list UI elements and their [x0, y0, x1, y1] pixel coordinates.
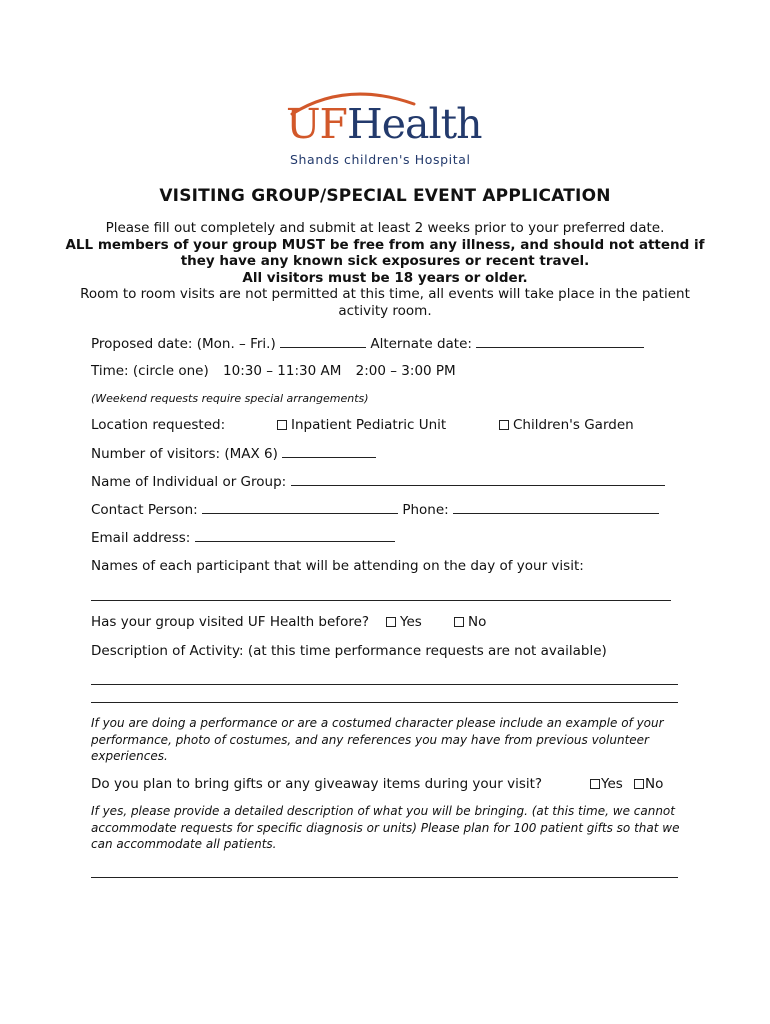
garden-label: Children's Garden — [513, 417, 634, 433]
garden-checkbox[interactable] — [499, 420, 509, 430]
proposed-date-label: Proposed date: — [91, 336, 193, 352]
gifts-label: Do you plan to bring gifts or any giveaway items during your visit? — [91, 776, 543, 792]
visited-no-option[interactable] — [454, 614, 486, 630]
visitors-label: Number of visitors: (MAX 6) — [91, 446, 278, 462]
gifts-note: If yes, please provide a detailed description of what you will be bringing. (at this time, we cannot accommodate requests for specific diagnosis or units) Please plan for 100 patient gifts so that we can accommodate all patients. — [91, 804, 680, 851]
weekend-note: (Weekend requests require special arrangements) — [91, 392, 369, 405]
gifts-yes-option[interactable] — [590, 776, 623, 792]
gifts-yes-checkbox[interactable] — [590, 779, 600, 789]
contact-row — [91, 501, 659, 518]
proposed-date-row — [91, 335, 644, 352]
visitors-row — [91, 445, 376, 462]
intro-block — [60, 220, 710, 319]
visitors-field[interactable] — [282, 445, 376, 458]
logo-wordmark — [286, 100, 481, 148]
description-field-line-2[interactable] — [91, 702, 678, 703]
intro-illness-warning: ALL members of your group MUST be free from any illness, and should not attend if they have any known sick exposures or recent travel. — [65, 236, 705, 269]
gifts-row — [91, 776, 542, 792]
gifts-no-checkbox[interactable] — [634, 779, 644, 789]
description-field-line-1[interactable] — [91, 684, 678, 685]
time-option-morning[interactable]: 10:30 – 11:30 AM — [223, 363, 342, 379]
page-title: VISITING GROUP/SPECIAL EVENT APPLICATION — [159, 186, 611, 206]
intro-instructions: Please fill out completely and submit at least 2 weeks prior to your preferred date. — [105, 220, 665, 236]
group-name-field[interactable] — [291, 473, 665, 486]
description-label: Description of Activity: (at this time performance requests are not available) — [91, 643, 607, 659]
visited-no-checkbox[interactable] — [454, 617, 464, 627]
location-option-garden[interactable] — [499, 417, 634, 433]
email-row — [91, 529, 395, 546]
alternate-date-field[interactable] — [476, 335, 644, 348]
intro-location-note: Room to room visits are not permitted at this time, all events will take place in the patient activity room. — [80, 286, 690, 319]
gifts-yes-label: Yes — [601, 776, 623, 792]
location-label: Location requested: — [91, 417, 226, 433]
time-row — [91, 363, 456, 379]
logo-health: Health — [347, 100, 482, 148]
group-name-label: Name of Individual or Group: — [91, 474, 287, 490]
alternate-date-label: Alternate date: — [370, 336, 472, 352]
inpatient-label: Inpatient Pediatric Unit — [291, 417, 447, 433]
email-label: Email address: — [91, 530, 191, 546]
visited-row — [91, 614, 369, 630]
email-field[interactable] — [195, 529, 395, 542]
contact-label: Contact Person: — [91, 502, 198, 518]
gifts-no-label: No — [645, 776, 664, 792]
participants-field[interactable] — [91, 600, 671, 601]
visited-no-label: No — [468, 614, 487, 630]
phone-label: Phone: — [402, 502, 449, 518]
performance-note: If you are doing a performance or are a costumed character please include an example of your performance, photo of costumes, and any references you may have from previous volunteer experiences. — [91, 716, 664, 763]
logo-subtitle: Shands children's Hospital — [290, 152, 471, 167]
location-row — [91, 417, 225, 433]
proposed-date-range: (Mon. – Fri.) — [196, 336, 276, 352]
logo-uf: UF — [286, 100, 348, 148]
group-name-row — [91, 473, 665, 490]
gifts-description-field[interactable] — [91, 877, 678, 878]
gifts-no-option[interactable] — [634, 776, 663, 792]
visited-yes-label: Yes — [400, 614, 422, 630]
visited-label: Has your group visited UF Health before? — [91, 614, 370, 630]
intro-age-requirement: All visitors must be 18 years or older. — [242, 269, 528, 286]
phone-field[interactable] — [453, 501, 659, 514]
inpatient-checkbox[interactable] — [277, 420, 287, 430]
proposed-date-field[interactable] — [280, 335, 366, 348]
location-option-inpatient[interactable] — [277, 417, 446, 433]
time-option-afternoon[interactable]: 2:00 – 3:00 PM — [355, 363, 456, 379]
participants-label: Names of each participant that will be attending on the day of your visit: — [91, 558, 584, 574]
uf-health-logo — [286, 88, 486, 176]
contact-field[interactable] — [202, 501, 398, 514]
visited-yes-option[interactable] — [386, 614, 422, 630]
visited-yes-checkbox[interactable] — [386, 617, 396, 627]
time-label: Time: (circle one) — [91, 363, 209, 379]
